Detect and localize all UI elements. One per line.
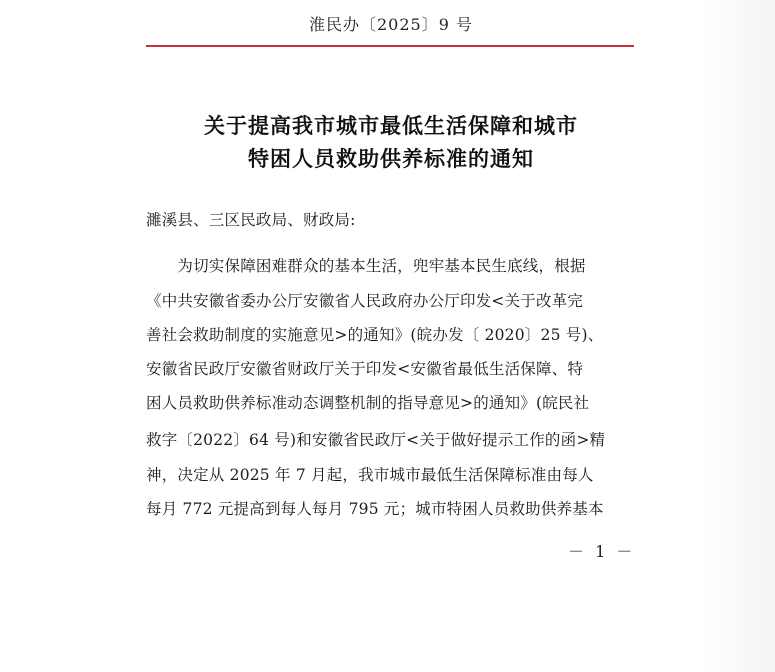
scan-edge-shadow — [700, 0, 775, 672]
document-title-line-2: 特困人员救助供养标准的通知 — [248, 146, 534, 171]
page-number: － 1 － — [568, 542, 636, 561]
paragraph-line: 救字〔2022〕64 号)和安徽省民政厅<关于做好提示工作的函>精 — [146, 431, 606, 449]
paragraph-line: 《中共安徽省委办公厅安徽省人民政府办公厅印发<关于改革完 — [146, 292, 584, 310]
paragraph-line: 安徽省民政厅安徽省财政厅关于印发<安徽省最低生活保障、特 — [146, 360, 584, 378]
document-title-line-1: 关于提高我市城市最低生活保障和城市 — [204, 113, 578, 138]
paragraph-line: 为切实保障困难群众的基本生活，兜牢基本民生底线，根据 — [146, 257, 586, 275]
paragraph-line: 神，决定从 2025 年 7 月起，我市城市最低生活保障标准由每人 — [146, 466, 594, 484]
red-header-rule — [146, 45, 634, 47]
salutation: 濉溪县、三区民政局、财政局: — [146, 211, 356, 229]
paragraph-line: 困人员救助供养标准动态调整机制的指导意见>的通知》(皖民社 — [146, 394, 590, 412]
document-number: 淮民办〔2025〕9 号 — [309, 15, 473, 34]
paragraph-line: 每月 772 元提高到每人每月 795 元；城市特困人员救助供养基本 — [146, 500, 604, 518]
paragraph-line: 善社会救助制度的实施意见>的通知》(皖办发〔 2020〕25 号)、 — [146, 326, 604, 344]
